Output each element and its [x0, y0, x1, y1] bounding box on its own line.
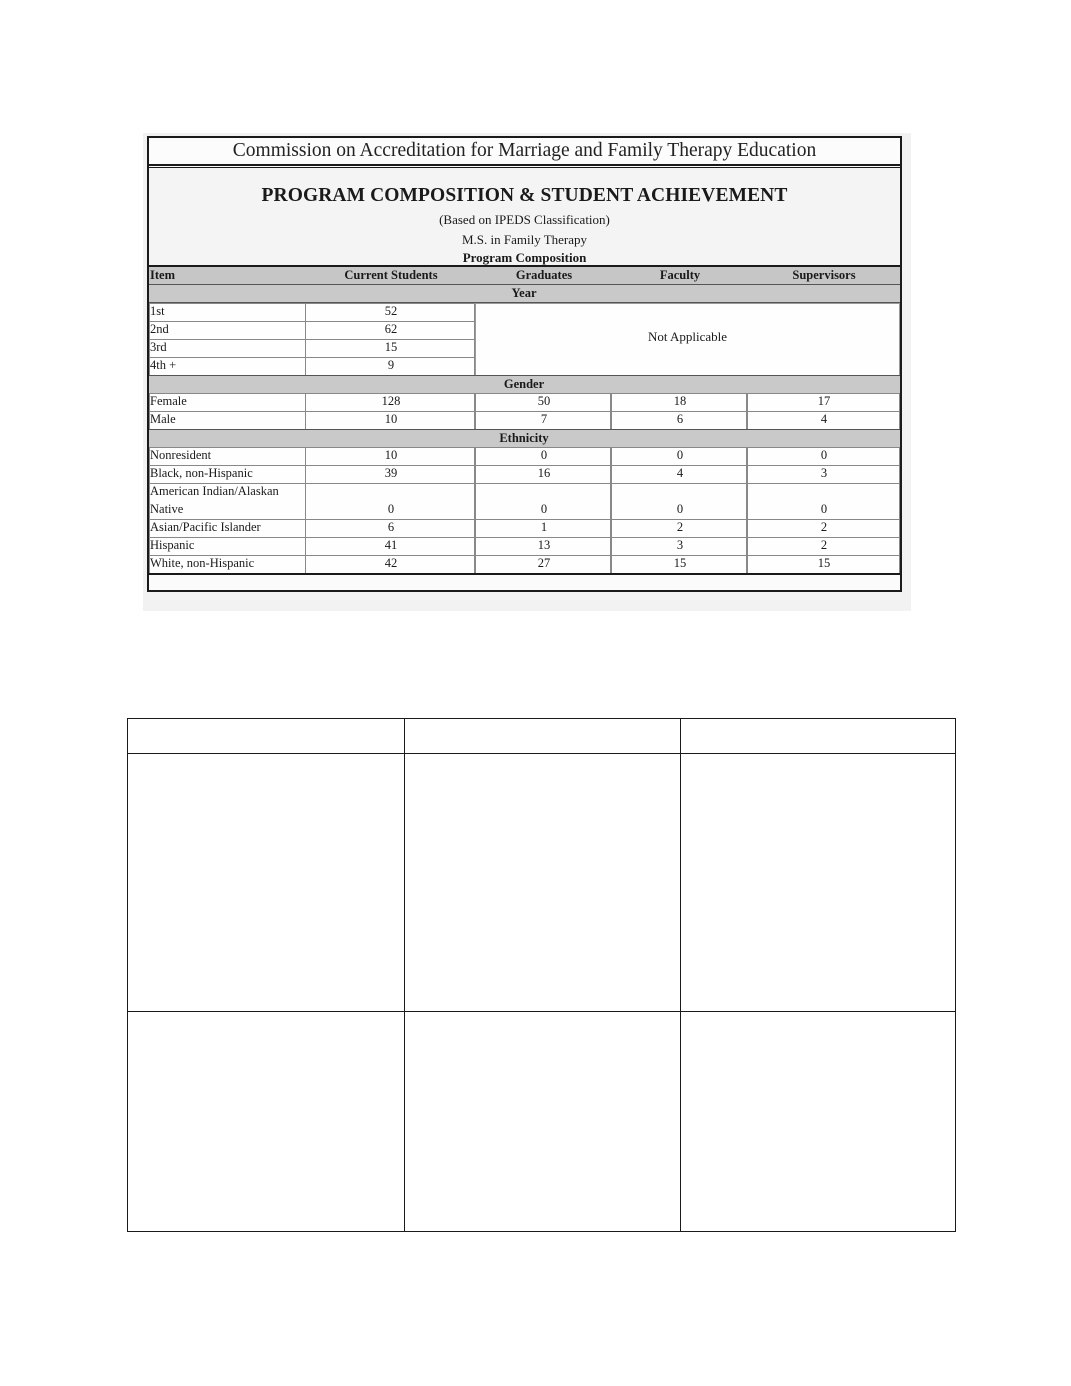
grid-divider [128, 753, 955, 754]
faculty-value: 0 [676, 448, 684, 462]
supervisors-value: 4 [820, 412, 828, 426]
program-name: M.S. in Family Therapy [461, 232, 588, 247]
current-students-value: 128 [381, 394, 401, 408]
ethnicity-section-header [149, 429, 900, 448]
supervisors-value: 17 [817, 394, 831, 408]
year-header-label: Year [511, 286, 537, 300]
graduates-value: 50 [537, 394, 551, 408]
faculty-value: 4 [676, 466, 684, 480]
row-label: 4th + [150, 358, 177, 372]
grid-divider [404, 719, 405, 1231]
faculty-value: 0 [676, 502, 684, 516]
header-block [149, 167, 900, 266]
column-header-item: Item [150, 268, 175, 282]
graduates-value: 0 [540, 502, 548, 516]
row-label: 3rd [150, 340, 167, 354]
ethnicity-header-label: Ethnicity [499, 431, 549, 445]
row-label: 2nd [150, 322, 169, 336]
not-applicable-cell [475, 303, 900, 376]
program-composition-figure [143, 133, 911, 611]
empty-grid-table [127, 718, 956, 1232]
current-students-value: 10 [384, 412, 398, 426]
column-header-current-students: Current Students [344, 268, 438, 282]
graduates-value: 0 [540, 448, 548, 462]
supervisors-value: 2 [820, 538, 828, 552]
grid-divider [680, 719, 681, 1231]
table-row [149, 537, 900, 554]
column-header-row [149, 265, 900, 286]
faculty-value: 15 [673, 556, 687, 570]
row-label: White, non-Hispanic [150, 556, 255, 570]
supervisors-value: 15 [817, 556, 831, 570]
gender-section-header [149, 375, 900, 394]
not-applicable-text: Not Applicable [647, 329, 728, 344]
row-label: Black, non-Hispanic [150, 466, 253, 480]
supervisors-value: 0 [820, 502, 828, 516]
column-header-faculty: Faculty [659, 268, 701, 282]
graduates-value: 7 [540, 412, 548, 426]
current-students-value: 9 [387, 358, 395, 372]
row-label: Female [150, 394, 187, 408]
current-students-value: 6 [387, 520, 395, 534]
table-row [149, 465, 900, 482]
faculty-value: 6 [676, 412, 684, 426]
table-frame [147, 136, 902, 592]
graduates-value: 1 [540, 520, 548, 534]
table-footer-strip [149, 573, 900, 592]
row-label-line-1: American Indian/Alaskan [150, 484, 279, 498]
graduates-value: 16 [537, 466, 551, 480]
faculty-value: 3 [676, 538, 684, 552]
row-label-line-2: Native [150, 502, 184, 516]
current-students-value: 39 [384, 466, 398, 480]
supervisors-value: 0 [820, 448, 828, 462]
section-title: Program Composition [462, 250, 587, 265]
row-label: Male [150, 412, 176, 426]
current-students-value: 0 [387, 502, 395, 516]
row-label: Nonresident [150, 448, 212, 462]
supervisors-value: 3 [820, 466, 828, 480]
graduates-value: 27 [537, 556, 551, 570]
table-row [149, 393, 900, 410]
document-subtitle: (Based on IPEDS Classification) [439, 212, 610, 227]
table-row [149, 411, 900, 428]
gender-header-label: Gender [503, 377, 545, 391]
current-students-value: 10 [384, 448, 398, 462]
column-header-supervisors: Supervisors [792, 268, 856, 282]
table-row [149, 447, 900, 464]
current-students-value: 62 [384, 322, 398, 336]
organization-name: Commission on Accreditation for Marriage and Family Therapy Education [149, 138, 900, 166]
row-label: Asian/Pacific Islander [150, 520, 261, 534]
current-students-value: 41 [384, 538, 398, 552]
grid-divider [128, 1011, 955, 1012]
current-students-value: 42 [384, 556, 398, 570]
current-students-value: 15 [384, 340, 398, 354]
year-section-header [149, 284, 900, 303]
table-row [149, 555, 900, 572]
document-title: PROGRAM COMPOSITION & STUDENT ACHIEVEMENT [261, 185, 788, 206]
row-label: Hispanic [150, 538, 195, 552]
faculty-value: 18 [673, 394, 687, 408]
current-students-value: 52 [384, 304, 398, 318]
supervisors-value: 2 [820, 520, 828, 534]
graduates-value: 13 [537, 538, 551, 552]
column-header-graduates: Graduates [515, 268, 573, 282]
table-row [149, 519, 900, 536]
faculty-value: 2 [676, 520, 684, 534]
table-row [149, 483, 900, 519]
row-label: 1st [150, 304, 165, 318]
